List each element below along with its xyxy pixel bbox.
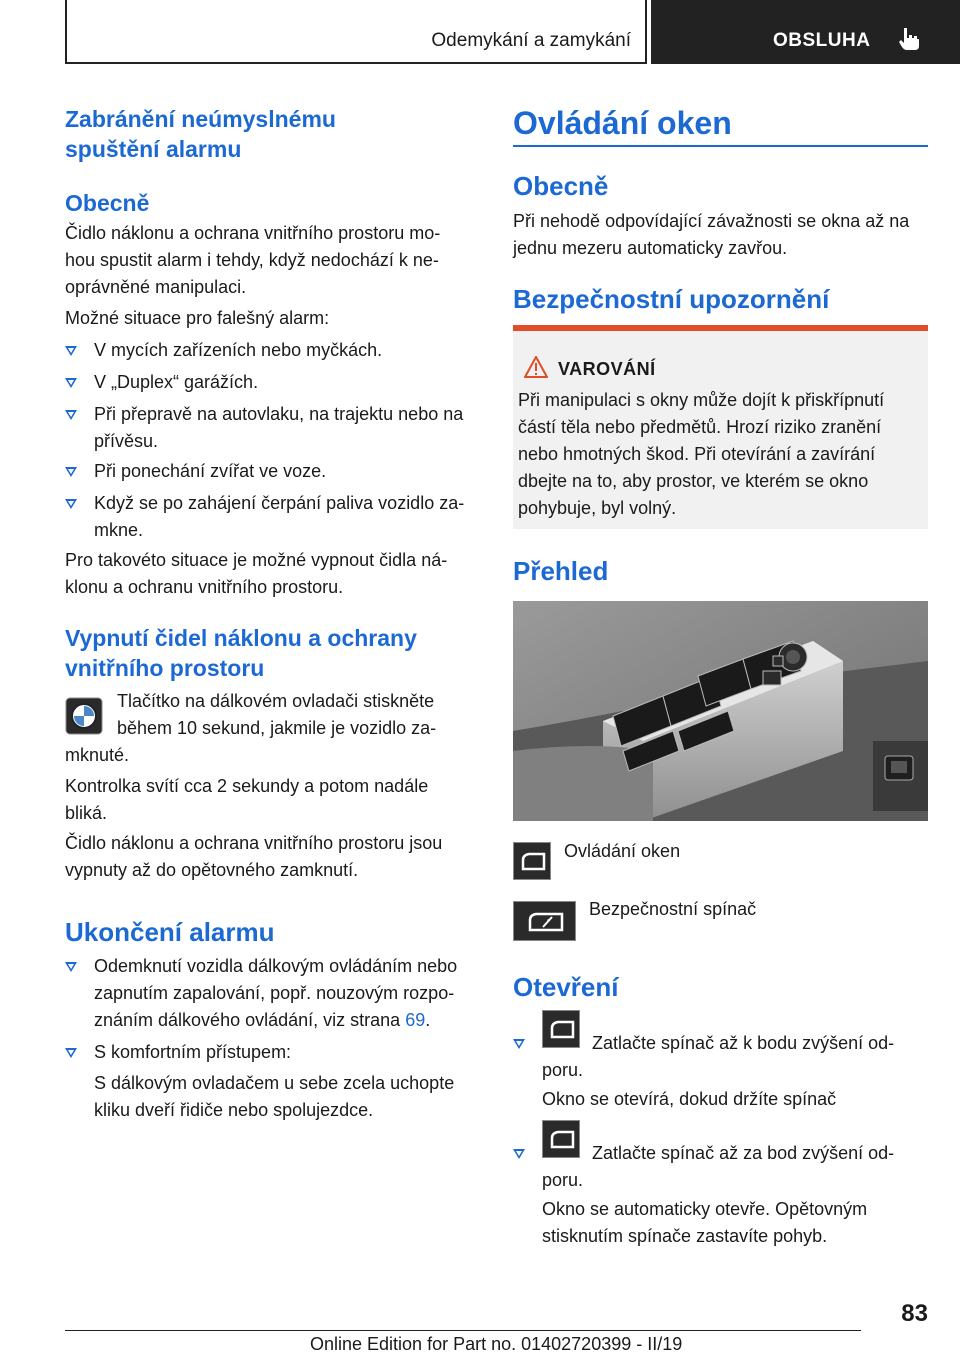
bullet-triangle-icon [65, 346, 77, 356]
heading-overview: Přehled [513, 556, 609, 586]
list-item [65, 401, 477, 455]
warning-box [513, 325, 928, 529]
bullet-triangle-icon [65, 962, 77, 972]
list-item-text: Při ponechání zvířat ve voze. [94, 461, 327, 481]
text-line: bliká. [65, 803, 108, 823]
list-item-text [94, 401, 477, 455]
text-line: Okno se automaticky otevře. Opětovným [542, 1199, 868, 1219]
text-line: jednu mezeru automaticky zavřou. [513, 238, 788, 258]
text-line: stisknutím spínače zastavíte pohyb. [542, 1226, 828, 1246]
text-line: Čidlo náklonu a ochrana vnitřního prostoru jsou [65, 833, 443, 853]
bullet-triangle-icon [65, 410, 77, 420]
sensors-off-paragraph [65, 830, 442, 884]
text-line: Při přepravě na autovlaku, na trajektu nebo na [94, 404, 464, 424]
situation-paragraph [65, 547, 447, 601]
heading-window-control: Ovládání oken [513, 105, 732, 141]
text-line: znáním dálkového ovládání, viz strana [94, 1010, 406, 1030]
text-line: klonu a ochranu vnitřního prostoru. [65, 577, 344, 597]
text-line: Při nehodě odpovídající závažnosti se okna až na [513, 211, 910, 231]
text-line: Při manipulaci s okny může dojít k přiskřípnutí [518, 390, 885, 410]
page-number: 83 [901, 1300, 928, 1327]
list-item [65, 1039, 477, 1066]
bullet-triangle-icon [65, 467, 77, 477]
heading-prevent-alarm [65, 104, 336, 164]
text-line: oprávněné manipulaci. [65, 277, 247, 297]
list-item [65, 458, 477, 485]
list-item [65, 369, 477, 396]
heading-opening: Otevření [513, 972, 619, 1002]
heading-general-right: Obecně [513, 171, 609, 201]
comfort-access-text [94, 1070, 477, 1124]
text-line: kliku dveří řidiče nebo spolujezdce. [94, 1100, 374, 1120]
text-line: Odemknutí vozidla dálkovým ovládáním nebo [94, 956, 458, 976]
bullet-triangle-icon [513, 1149, 525, 1159]
text-line: dbejte na to, aby prostor, ve kterém se okno [518, 471, 869, 491]
list-item-text: V mycích zařízeních nebo myčkách. [94, 340, 383, 360]
step-text: Zatlačte spínač až k bodu zvýšení od- [592, 1033, 895, 1053]
heading-end-alarm: Ukončení alarmu [65, 917, 275, 947]
text-line: vypnuty až do opětovného zamknutí. [65, 860, 359, 880]
step-text: poru. [542, 1060, 584, 1080]
step-text: Zatlačte spínač až za bod zvýšení od- [592, 1143, 895, 1163]
page-link[interactable]: 69 [405, 1010, 426, 1030]
window-switch-icon [542, 1120, 580, 1158]
text-line: Pro takovéto situace je možné vypnout čidla ná- [65, 550, 448, 570]
legend-safety-switch: Bezpečnostní spínač [589, 899, 757, 919]
heading-general: Obecně [65, 190, 150, 216]
list-item-text [94, 490, 477, 544]
footer-rule [65, 1330, 861, 1331]
remote-instructions-end: mknuté. [65, 745, 130, 765]
list-item-text: V „Duplex“ garážích. [94, 372, 259, 392]
bullet-triangle-icon [65, 378, 77, 388]
door-switch-photo-illustration [513, 601, 928, 821]
warning-text [518, 387, 920, 522]
warning-triangle-icon [524, 356, 548, 378]
window-switch-icon [513, 842, 551, 880]
window-icon [514, 843, 552, 881]
list-item-text [94, 953, 477, 1034]
text-line: Čidlo náklonu a ochrana vnitřního prostoru mo- [65, 223, 441, 243]
heading-line: spuštění alarmu [65, 136, 242, 162]
text-line: Když se po zahájení čerpání paliva vozidlo za- [94, 493, 465, 513]
heading-safety: Bezpečnostní upozornění [513, 284, 830, 314]
chapter-label: OBSLUHA [773, 30, 871, 51]
indicator-paragraph [65, 773, 428, 827]
general-paragraph [65, 220, 440, 301]
section-tab [65, 0, 647, 64]
list-item [65, 490, 477, 544]
list-item [65, 953, 477, 1034]
bullet-triangle-icon [65, 1048, 77, 1058]
list-item-text: S komfortním přístupem: [94, 1042, 292, 1062]
text-line: . [425, 1010, 431, 1030]
page-header [65, 0, 960, 66]
text-line: Tlačítko na dálkovém ovladači stiskněte [117, 691, 435, 711]
general-paragraph-right [513, 208, 909, 262]
text-line: Kontrolka svítí cca 2 sekundy a potom nadále [65, 776, 429, 796]
bullet-triangle-icon [65, 499, 77, 509]
warning-title: VAROVÁNÍ [558, 359, 656, 379]
bullet-triangle-icon [513, 1039, 525, 1049]
step-result-text [542, 1196, 928, 1250]
heading-line: vnitřního prostoru [65, 655, 265, 681]
text-line: během 10 sekund, jakmile je vozidlo za- [117, 718, 437, 738]
step-result-text: Okno se otevírá, dokud držíte spínač [542, 1089, 837, 1109]
heading-rule [513, 145, 928, 147]
text-line: pohybuje, byl volný. [518, 498, 677, 518]
remote-instructions [117, 688, 477, 742]
window-icon [543, 1121, 581, 1159]
door-panel-photo [513, 601, 928, 821]
bmw-remote-key-icon [65, 697, 103, 735]
step-text: poru. [542, 1170, 584, 1190]
window-icon [543, 1011, 581, 1049]
chapter-tab [651, 0, 960, 64]
window-lock-icon [514, 902, 577, 942]
safety-switch-icon [513, 901, 576, 941]
text-line: přívěsu. [94, 431, 159, 451]
text-line: hou spustit alarm i tehdy, když nedochází k ne- [65, 250, 439, 270]
heading-disable-sensors [65, 623, 417, 683]
legend-window-control: Ovládání oken [564, 841, 681, 861]
text-line: zapnutím zapalování, popř. nouzovým rozpo- [94, 983, 455, 1003]
window-switch-icon [542, 1010, 580, 1048]
false-alarm-intro: Možné situace pro falešný alarm: [65, 308, 330, 328]
heading-line: Vypnutí čidel náklonu a ochrany [65, 625, 417, 651]
text-line: mkne. [94, 520, 144, 540]
text-line: S dálkovým ovladačem u sebe zcela uchopte [94, 1073, 455, 1093]
list-item [65, 337, 477, 364]
hand-pointer-icon [897, 26, 923, 52]
text-line: nebo hmotných škod. Při otevírání a zavírání [518, 444, 876, 464]
edition-text: Online Edition for Part no. 01402720399 - II/19 [310, 1334, 683, 1354]
heading-line: Zabránění neúmyslnému [65, 106, 336, 132]
section-title: Odemykání a zamykání [431, 30, 631, 51]
text-line: částí těla nebo předmětů. Hrozí riziko zranění [518, 417, 882, 437]
